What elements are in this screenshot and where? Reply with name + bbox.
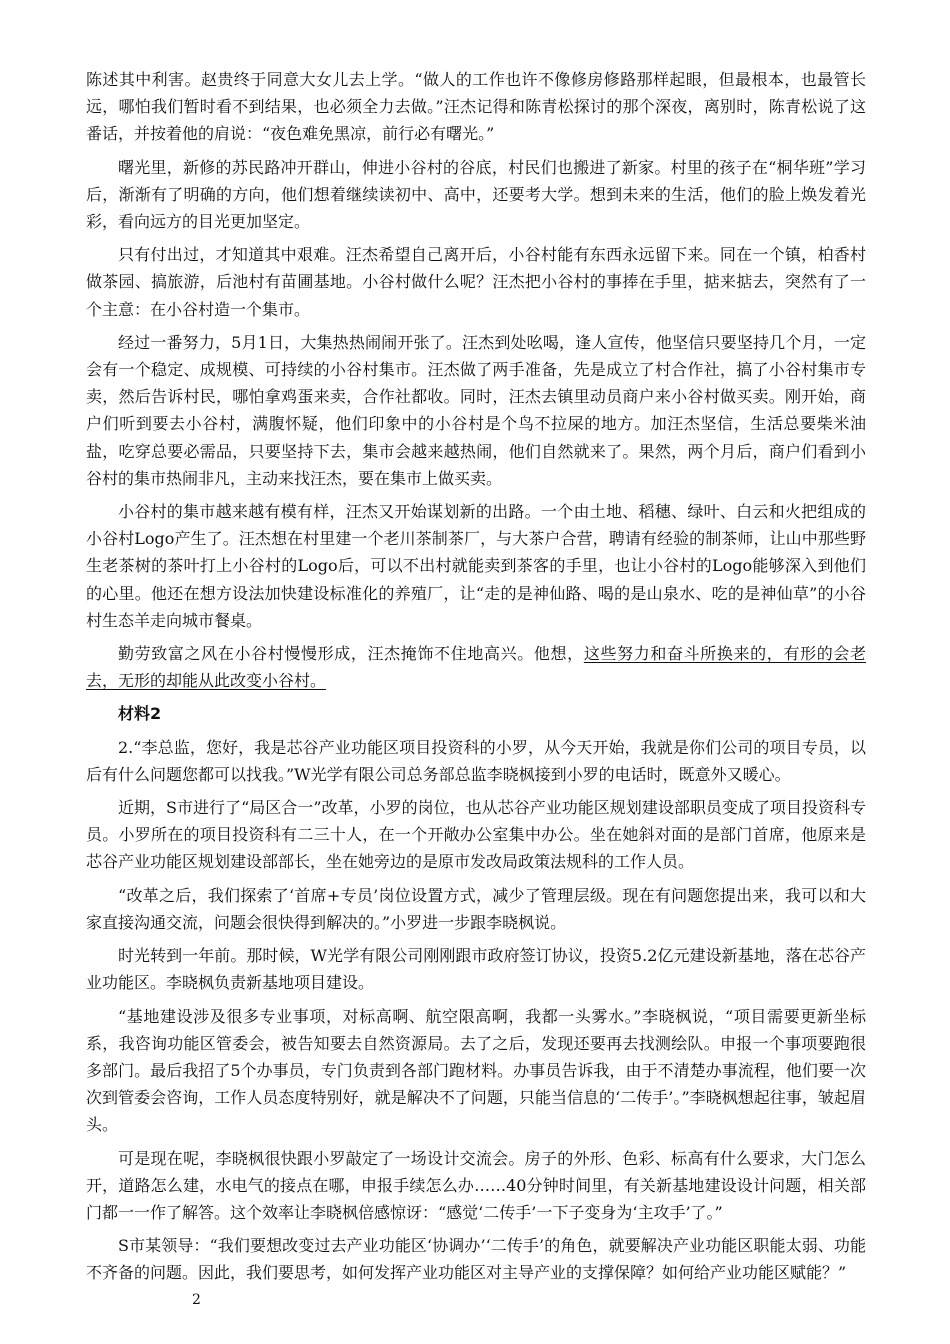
paragraph-2: 曙光里，新修的苏民路冲开群山，伸进小谷村的谷底，村民们也搬进了新家。村里的孩子在“桐华班”学习后，渐渐有了明确的方向，他们想着继续读初中、高中，还要考大学。想到未来的生活，他们的脸上焕发着光彩，看向远方的目光更加坚定。	[86, 157, 866, 232]
paragraph-6-lead: 勤劳致富之风在小谷村慢慢形成，汪杰掩饰不住地高兴。他想，	[118, 644, 584, 664]
paragraph-3: 只有付出过，才知道其中艰难。汪杰希望自己离开后，小谷村能有东西永远留下来。同在一个镇，柏香村做茶园、搞旅游，后池村有苗圃基地。小谷村做什么呢？汪杰把小谷村的事捧在手里，掂来掂去，突然有了一个主意：在小谷村造一个集市。	[86, 245, 866, 319]
paragraph-13: S市某领导：“我们要想改变过去产业功能区‘协调办’‘二传手’的角色，就要解决产业功能区职能太弱、功能不齐备的问题。因此，我们要思考，如何发挥产业功能区对主导产业的支撑保障？如何给产业功能区赋能？”	[86, 1236, 866, 1283]
page-number: 2	[192, 1292, 201, 1308]
paragraph-9: “改革之后，我们探索了‘首席+专员’岗位设置方式，减少了管理层级。现在有问题您提出来，我可以和大家直接沟通交流，问题会很快得到解决的。”小罗进一步跟李晓枫说。	[86, 885, 866, 932]
paragraph-4: 经过一番努力，5月1日，大集热热闹闹开张了。汪杰到处吆喝，逢人宣传，他坚信只要坚持几个月，一定会有一个稳定、成规模、可持续的小谷村集市。汪杰做了两手准备，先是成立了村合作社，搞了小谷村集市专卖，然后告诉村民，哪怕拿鸡蛋来卖，合作社都收。同时，汪杰去镇里动员商户来小谷村做买卖。刚开始，商户们听到要去小谷村，满腹怀疑，他们印象中的小谷村是个鸟不拉屎的地方。加汪杰坚信，生活总要柴米油盐，吃穿总要必需品，只要坚持下去，集市会越来越热闹，他们自然就来了。果然，两个月后，商户们看到小谷村的集市热闹非凡，主动来找汪杰，要在集市上做买卖。	[86, 332, 866, 488]
section-heading-material-2: 材料2	[118, 704, 162, 724]
paragraph-11: “基地建设涉及很多专业事项，对标高啊、航空限高啊，我都一头雾水。”李晓枫说，“项目需要更新坐标系，我咨询功能区管委会，被告知要去自然资源局。去了之后，发现还要再去找测绘队。申报一个事项要跑很多部门。最后我招了5个办事员，专门负责到各部门跑材料。办事员告诉我，由于不清楚办事流程，他们要一次次到管委会咨询，工作人员态度特别好，就是解决不了问题，只能当信息的‘二传手’。”李晓枫想起往事，皱起眉头。	[86, 1006, 866, 1135]
paragraph-6	[86, 640, 866, 694]
underlined-sentence: 这些努力和奋斗所换来的，有形的会老去，无形的却能从此改变小谷村。	[86, 644, 866, 691]
paragraph-12: 可是现在呢，李晓枫很快跟小罗敲定了一场设计交流会。房子的外形、色彩、标高有什么要求，大门怎么开，道路怎么建，水电气的接点在哪，申报手续怎么办……40分钟时间里，有关新基地建设设计问题，相关部门都一一作了解答。这个效率让李晓枫倍感惊讶：“感觉‘二传手’一下子变身为‘主攻手’了。”	[86, 1148, 866, 1222]
paragraph-8: 近期，S市进行了“局区合一”改革，小罗的岗位，也从芯谷产业功能区规划建设部职员变成了项目投资科专员。小罗所在的项目投资科有二三十人，在一个开敞办公室集中办公。坐在她斜对面的是部门首席，他原来是芯谷产业功能区规划建设部部长，坐在她旁边的是原市发改局政策法规科的工作人员。	[86, 798, 866, 872]
paragraph-1: 陈述其中利害。赵贵终于同意大女儿去上学。“做人的工作也许不像修房修路那样起眼，但最根本，也最管长远，哪怕我们暂时看不到结果，也必须全力去做。”汪杰记得和陈青松探讨的那个深夜，离别时，陈青松说了这番话，并按着他的肩说：“夜色难免黑凉，前行必有曙光。”	[86, 70, 866, 144]
document-body	[86, 66, 866, 1293]
paragraph-10: 时光转到一年前。那时候，W光学有限公司刚刚跟市政府签订协议，投资5.2亿元建设新基地，落在芯谷产业功能区。李晓枫负责新基地项目建设。	[86, 946, 866, 993]
paragraph-5: 小谷村的集市越来越有模有样，汪杰又开始谋划新的出路。一个由土地、稻穗、绿叶、白云和火把组成的小谷村Logo产生了。汪杰想在村里建一个老川茶制茶厂，与大茶户合营，聘请有经验的制茶师，让山中那些野生老茶树的茶叶打上小谷村的Logo后，可以不出村就能卖到茶客的手里，也让小谷村的Logo能够深入到他们的心里。他还在想方设法加快建设标准化的养殖厂，让“走的是神仙路、喝的是山泉水、吃的是神仙草”的小谷村生态羊走向城市餐桌。	[86, 502, 866, 630]
paragraph-7: 2.“李总监，您好，我是芯谷产业功能区项目投资科的小罗，从今天开始，我就是你们公司的项目专员，以后有什么问题您都可以找我。”W光学有限公司总务部总监李晓枫接到小罗的电话时，既意外又暖心。	[86, 737, 866, 784]
